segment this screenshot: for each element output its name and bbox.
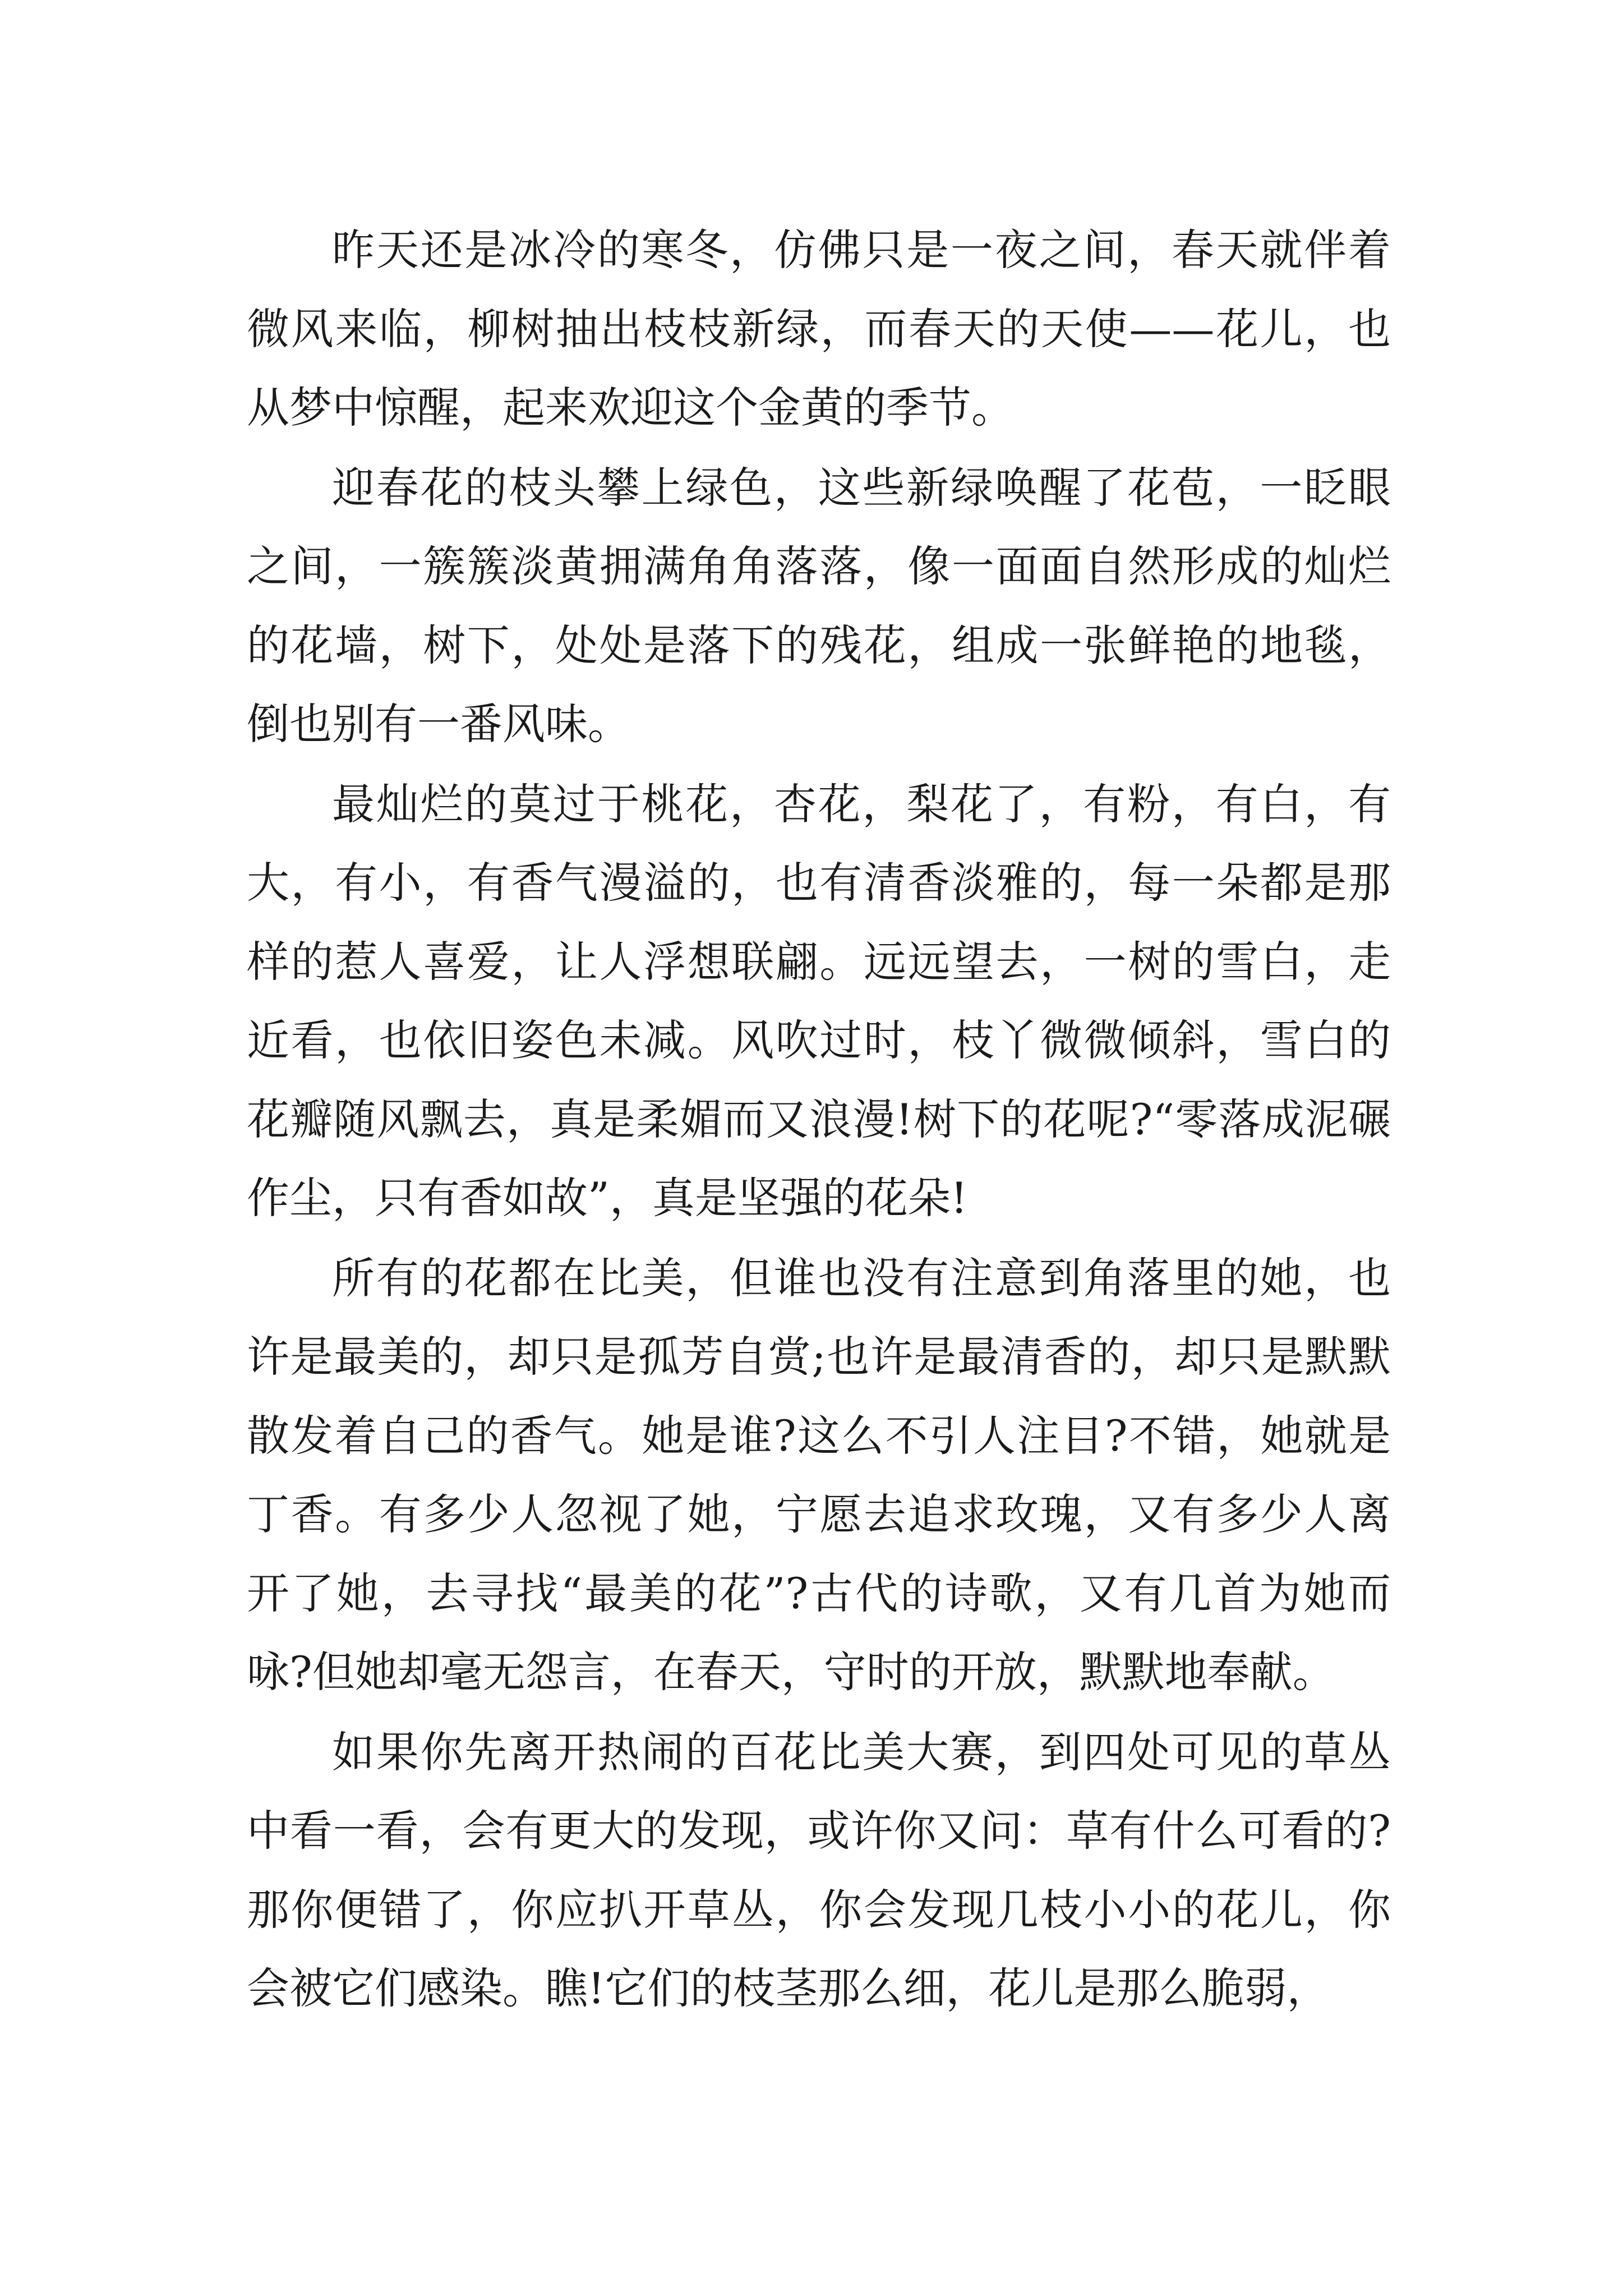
paragraph-5: 如果你先离开热闹的百花比美大赛，到四处可见的草丛中看一看，会有更大的发现，或许你又问：草有什么可看的?那你便错了，你应扒开草丛，你会发现几枝小小的花儿，你会被它们感染。瞧!它们的枝茎那么细，花儿是那么脆弱，: [247, 1727, 1391, 2013]
document-body: [247, 211, 1391, 2030]
paragraph-2: 迎春花的枝头攀上绿色，这些新绿唤醒了花苞，一眨眼之间，一簇簇淡黄拥满角角落落，像一面面自然形成的灿烂的花墙，树下，处处是落下的残花，组成一张鲜艳的地毯，倒也别有一番风味。: [247, 462, 1391, 749]
paragraph-4: 所有的花都在比美，但谁也没有注意到角落里的她，也许是最美的，却只是孤芳自赏;也许是最清香的，却只是默默散发着自己的香气。她是谁?这么不引人注目?不错，她就是丁香。有多少人忽视了她，宁愿去追求玫瑰，又有多少人离开了她，去寻找“最美的花”?古代的诗歌，又有几首为她而咏?但她却毫无怨言，在春天，守时的开放，默默地奉献。: [247, 1253, 1391, 1697]
paragraph-1: 昨天还是冰冷的寒冬，仿佛只是一夜之间，春天就伴着微风来临，柳树抽出枝枝新绿，而春天的天使——花儿，也从梦中惊醒，起来欢迎这个金黄的季节。: [247, 225, 1391, 432]
paragraph-3: 最灿烂的莫过于桃花，杏花，梨花了，有粉，有白，有大，有小，有香气漫溢的，也有清香淡雅的，每一朵都是那样的惹人喜爱，让人浮想联翩。远远望去，一树的雪白，走近看，也依旧姿色未减。风吹过时，枝丫微微倾斜，雪白的花瓣随风飘去，真是柔媚而又浪漫!树下的花呢?“零落成泥碾作尘，只有香如故”，真是坚强的花朵!: [247, 779, 1391, 1223]
